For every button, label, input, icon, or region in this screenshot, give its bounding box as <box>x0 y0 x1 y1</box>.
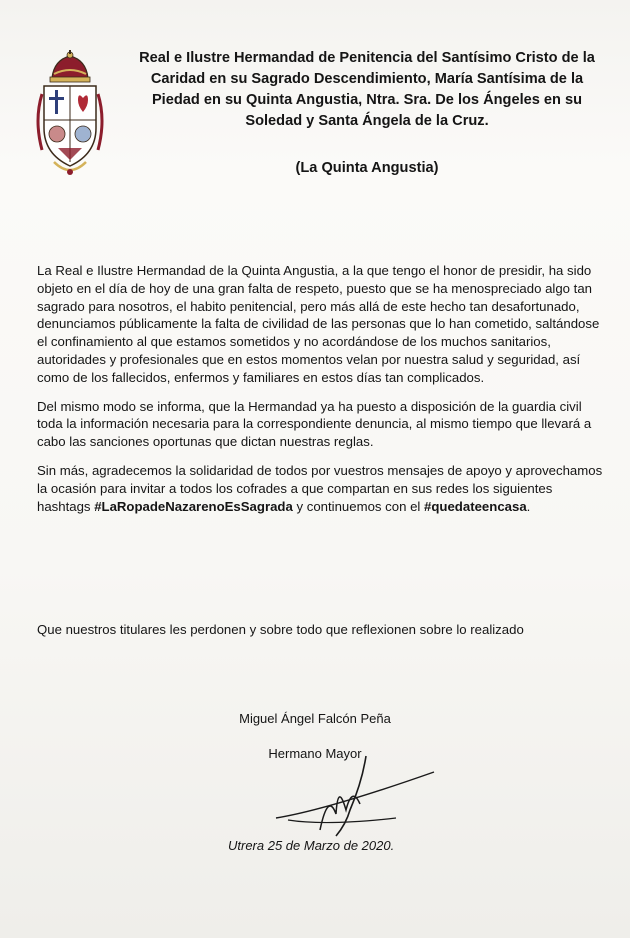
signer-role: Hermano Mayor <box>268 746 362 761</box>
paragraph-thanks-end: . <box>526 498 531 514</box>
paragraph-thanks-start: Sin más, agradecemos la solidaridad de todos por vuestros mensajes de apoyo y aprovechamos la ocasión para invitar a todos los cofrades a que compartan en sus redes los siguientes hashtags <box>37 462 603 514</box>
letter-date: Utrera 25 de Marzo de 2020. <box>228 838 395 853</box>
paragraph-complaint: Del mismo modo se informa, que la Hermandad ya ha puesto a disposición de la guardia civil toda la información necesaria para la correspondiente denuncia, al mismo tiempo que llevará a cabo las sanciones oportunas que dictan nuestras reglas. <box>37 398 592 450</box>
hashtag-quedateencasa: #quedateencasa <box>424 498 527 514</box>
letter-body <box>37 262 603 523</box>
paragraph-thanks-middle: y continuemos con el <box>292 498 425 514</box>
hashtag-ropa-nazareno: #LaRopadeNazarenoEsSagrada <box>94 498 293 514</box>
paragraph-statement: La Real e Ilustre Hermandad de la Quinta Angustia, a la que tengo el honor de presidir, ha sido objeto en el día de hoy de una gran falta de respeto, puesto que se ha menospreciado algo tan sagrado para nosotros, el habito penitencial, pero más allá de este hecho tan desafortunado, denunciamos públicamente la falta de civilidad de las personas que lo han cometido, saltándose el confinamiento al que estamos sometidos y no acordándose de los muchos sanitarios, autoridades y profesionales que en estos momentos velan por nuestra salud y seguridad, así como de los fallecidos, enfermos y familiares en estos días tan complicados. <box>37 263 600 385</box>
handwritten-signature <box>266 752 436 848</box>
brotherhood-short-name: (La Quinta Angustia) <box>295 160 439 176</box>
paragraph-thanks <box>37 462 603 515</box>
brotherhood-crest-icon <box>34 50 106 178</box>
closing-line: Que nuestros titulares les perdonen y sobre todo que reflexionen sobre lo realizado <box>37 622 524 637</box>
brotherhood-title: Real e Ilustre Hermandad de Penitencia del Santísimo Cristo de la Caridad en su Sagrado Descendimiento, María Santísima de la Piedad en su Quinta Angustia, Ntra. Sra. De los Ángeles en su Soledad y Santa Ángela de la Cruz. <box>139 50 595 129</box>
signer-name: Miguel Ángel Falcón Peña <box>239 711 391 726</box>
